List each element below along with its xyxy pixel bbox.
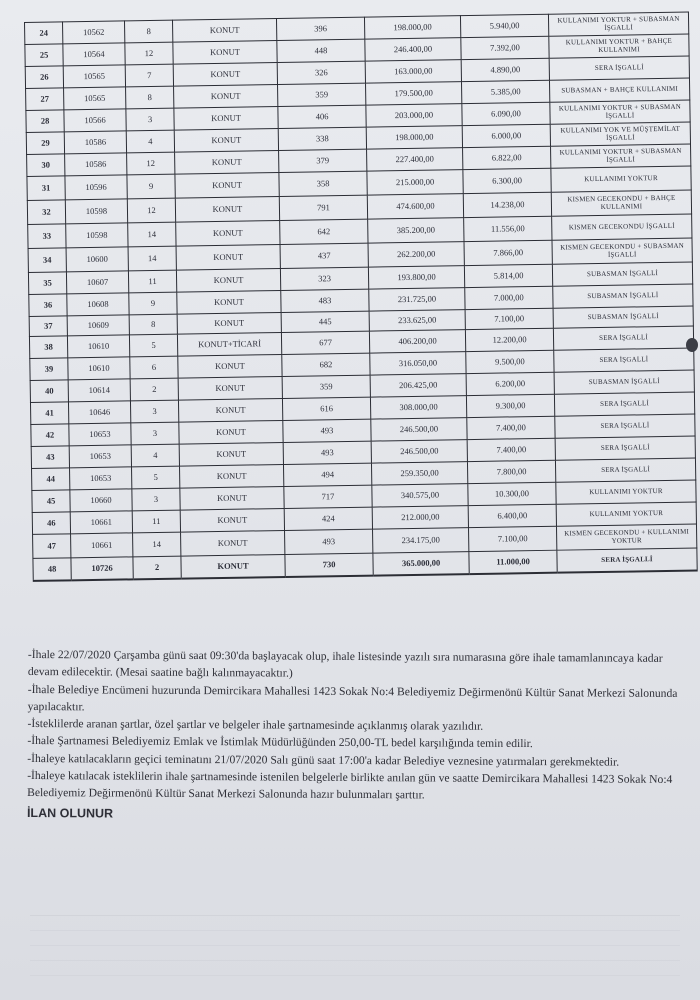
row-number-cell: 40	[30, 380, 68, 403]
remark-cell: SERA İŞGALLİ	[555, 458, 695, 482]
estimated-value-cell: 233.625,00	[369, 310, 465, 332]
row-number-cell: 39	[30, 358, 68, 381]
parcel-number-cell: 9	[127, 174, 175, 199]
parcel-number-cell: 11	[132, 510, 180, 533]
area-cell: 326	[277, 61, 365, 84]
block-number-cell: 10598	[65, 199, 127, 224]
block-number-cell: 10660	[70, 489, 132, 512]
area-cell: 358	[279, 171, 367, 196]
parcel-number-cell: 12	[127, 152, 175, 175]
row-number-cell: 27	[26, 88, 64, 111]
row-number-cell: 41	[30, 402, 68, 425]
deposit-cell: 11.000,00	[469, 550, 557, 573]
parcel-number-cell: 8	[124, 20, 172, 43]
row-number-cell: 33	[28, 224, 66, 249]
parcel-number-cell: 11	[128, 270, 176, 293]
remark-cell: SUBASMAN İŞGALLİ	[554, 370, 694, 394]
deposit-cell: 5.814,00	[464, 264, 552, 287]
deposit-cell: 4.890,00	[461, 58, 549, 81]
deposit-cell: 7.100,00	[468, 526, 556, 551]
note-paragraph: -İhale Şartnamesi Belediyemiz Emlak ve İstimlak Müdürlüğünden 250,00-TL bedel karşılığında temin edilir.	[27, 734, 533, 751]
area-cell: 682	[282, 353, 370, 376]
property-type-cell: KONUT	[174, 107, 278, 131]
remark-cell: KULLANIMI YOKTUR + SUBASMAN İŞGALLİ	[551, 144, 691, 168]
remark-cell: SERA İŞGALLİ	[554, 392, 694, 416]
estimated-value-cell: 385.200,00	[368, 218, 464, 244]
property-type-cell: KONUT	[175, 197, 279, 223]
deposit-cell: 7.400,00	[467, 416, 555, 439]
remark-cell: KULLANIMI YOKTUR + BAHÇE KULLANIMI	[549, 34, 689, 58]
block-number-cell: 10608	[67, 293, 129, 316]
area-cell: 406	[278, 105, 366, 128]
block-number-cell: 10566	[64, 109, 126, 132]
parcel-table-body	[25, 12, 698, 580]
remark-cell: SUBASMAN İŞGALLİ	[553, 284, 693, 308]
deposit-cell: 12.200,00	[465, 328, 553, 351]
property-type-cell: KONUT+TİCARİ	[177, 332, 281, 356]
block-number-cell: 10565	[64, 87, 126, 110]
parcel-number-cell: 14	[128, 246, 176, 271]
area-cell: 493	[283, 419, 371, 442]
parcel-number-cell: 5	[132, 466, 180, 489]
property-type-cell: KONUT	[181, 554, 285, 578]
parcel-number-cell: 8	[129, 314, 177, 335]
area-cell: 359	[278, 83, 366, 106]
property-type-cell: KONUT	[177, 312, 281, 334]
remark-cell: KISMEN GECEKONDU + BAHÇE KULLANIMI	[551, 190, 691, 216]
property-type-cell: KONUT	[179, 420, 283, 444]
block-number-cell: 10609	[67, 315, 129, 336]
property-type-cell: KONUT	[174, 85, 278, 109]
property-type-cell: KONUT	[173, 41, 277, 65]
area-cell: 717	[284, 485, 372, 508]
note-paragraph: -İhaleye katılacak isteklilerin ihale şartnamesinde istenilen belgelerle birlikte anılan gün ve saatte Demircikara Mahallesi 1423 Sokak No:4 Belediyemiz Değirmenönü Kültür Sanat Merkezi Salonunda hazır bulunmaları şarttır.	[27, 769, 673, 802]
deposit-cell: 7.100,00	[465, 308, 553, 329]
deposit-cell: 6.090,00	[462, 102, 550, 125]
deposit-cell: 6.300,00	[463, 168, 551, 193]
parcel-number-cell: 3	[130, 400, 178, 423]
property-type-cell: KONUT	[179, 442, 283, 466]
block-number-cell: 10607	[66, 271, 128, 294]
parcel-number-cell: 6	[130, 356, 178, 379]
block-number-cell: 10653	[70, 467, 132, 490]
block-number-cell: 10653	[69, 423, 131, 446]
property-type-cell: KONUT	[173, 63, 277, 87]
property-type-cell: KONUT	[176, 269, 280, 293]
block-number-cell: 10565	[63, 65, 125, 88]
row-number-cell: 37	[29, 316, 67, 337]
property-type-cell: KONUT	[175, 173, 279, 199]
estimated-value-cell: 163.000,00	[365, 60, 461, 84]
row-number-cell: 47	[33, 534, 71, 559]
area-cell: 483	[281, 289, 369, 312]
row-number-cell: 44	[32, 468, 70, 491]
block-number-cell: 10653	[69, 445, 131, 468]
remark-cell: SERA İŞGALLİ	[557, 548, 697, 572]
deposit-cell: 5.385,00	[461, 80, 549, 103]
remark-cell: SUBASMAN İŞGALLİ	[553, 306, 693, 328]
estimated-value-cell: 215.000,00	[367, 170, 463, 196]
parcel-number-cell: 2	[130, 378, 178, 401]
block-number-cell: 10614	[68, 379, 130, 402]
property-type-cell: KONUT	[178, 354, 282, 378]
remark-cell: SERA İŞGALLİ	[555, 436, 695, 460]
note-paragraph: -İhaleye katılacakların geçici teminatını 21/07/2020 Salı günü saat 17:00'a kadar Belediye veznesine yatırmaları gerekmektedir.	[27, 751, 620, 769]
area-cell: 359	[282, 375, 370, 398]
estimated-value-cell: 246.500,00	[371, 418, 467, 442]
property-type-cell: KONUT	[178, 376, 282, 400]
row-number-cell: 45	[32, 490, 70, 513]
property-type-cell: KONUT	[180, 508, 284, 532]
estimated-value-cell: 316.050,00	[370, 352, 466, 376]
property-type-cell: KONUT	[181, 530, 285, 556]
block-number-cell: 10564	[63, 43, 125, 66]
estimated-value-cell: 231.725,00	[369, 288, 465, 312]
remark-cell: KISMEN GECEKONDU + KULLANIMI YOKTUR	[556, 524, 696, 550]
estimated-value-cell: 198.000,00	[364, 16, 460, 40]
block-number-cell: 10600	[66, 247, 128, 272]
parcel-number-cell: 14	[128, 222, 176, 247]
row-number-cell: 24	[25, 22, 63, 45]
remark-cell: SERA İŞGALLİ	[555, 414, 695, 438]
deposit-cell: 7.000,00	[465, 286, 553, 309]
estimated-value-cell: 198.000,00	[366, 126, 462, 150]
deposit-cell: 7.392,00	[461, 36, 549, 59]
block-number-cell: 10562	[63, 21, 125, 44]
parcel-number-cell: 7	[125, 64, 173, 87]
remark-cell: KULLANIMI YOKTUR	[556, 502, 696, 526]
parcel-table	[24, 12, 698, 582]
deposit-cell: 6.000,00	[462, 124, 550, 147]
remark-cell: KULLANIMI YOKTUR + SUBASMAN İŞGALLİ	[550, 100, 690, 124]
area-cell: 730	[285, 553, 373, 576]
property-type-cell: KONUT	[177, 291, 281, 315]
row-number-cell: 31	[27, 176, 65, 201]
remark-cell: KULLANIMI YOK VE MÜŞTEMİLAT İŞGALLİ	[550, 122, 690, 146]
deposit-cell: 6.200,00	[466, 372, 554, 395]
parcel-number-cell: 14	[133, 532, 181, 557]
parcel-number-cell: 4	[131, 444, 179, 467]
area-cell: 448	[277, 39, 365, 62]
block-number-cell: 10598	[66, 223, 128, 248]
parcel-number-cell: 5	[129, 334, 177, 357]
block-number-cell: 10661	[71, 533, 133, 558]
property-type-cell: KONUT	[175, 151, 279, 175]
note-paragraph: -İhale Belediye Encümeni huzurunda Demircikara Mahallesi 1423 Sokak No:4 Belediyemiz Değirmenönü Kültür Sanat Merkezi Salonunda yapılacaktır.	[27, 682, 678, 714]
area-cell: 437	[280, 243, 368, 268]
row-number-cell: 26	[25, 66, 63, 89]
block-number-cell: 10596	[65, 175, 127, 200]
block-number-cell: 10661	[70, 511, 132, 534]
property-type-cell: KONUT	[178, 398, 282, 422]
parcel-number-cell: 3	[131, 422, 179, 445]
block-number-cell: 10610	[68, 357, 130, 380]
row-number-cell: 48	[33, 558, 71, 581]
deposit-cell: 7.866,00	[464, 240, 552, 265]
notice-text	[27, 646, 684, 826]
estimated-value-cell: 262.200,00	[368, 242, 464, 268]
deposit-cell: 5.940,00	[460, 14, 548, 37]
estimated-value-cell: 227.400,00	[367, 148, 463, 172]
estimated-value-cell: 179.500,00	[366, 82, 462, 106]
parcel-number-cell: 4	[126, 130, 174, 153]
row-number-cell: 29	[26, 132, 64, 155]
deposit-cell: 6.400,00	[468, 504, 556, 527]
remark-cell: KULLANIMI YOKTUR	[551, 166, 691, 192]
block-number-cell: 10586	[65, 153, 127, 176]
parcel-table-wrapper	[24, 12, 697, 582]
deposit-cell: 9.500,00	[466, 350, 554, 373]
remark-cell: SERA İŞGALLİ	[554, 348, 694, 372]
remark-cell: SERA İŞGALLİ	[549, 56, 689, 80]
row-number-cell: 34	[28, 248, 66, 273]
remark-cell: KISMEN GECEKONDU İŞGALLİ	[552, 214, 692, 240]
area-cell: 642	[280, 219, 368, 244]
property-type-cell: KONUT	[174, 129, 278, 153]
remark-cell: SUBASMAN + BAHÇE KULLANIMI	[549, 78, 689, 102]
bleed-through-area	[30, 915, 680, 986]
deposit-cell: 6.822,00	[463, 146, 551, 169]
parcel-number-cell: 12	[127, 198, 175, 223]
area-cell: 616	[282, 397, 370, 420]
parcel-number-cell: 3	[132, 488, 180, 511]
row-number-cell: 38	[29, 336, 67, 359]
estimated-value-cell: 406.200,00	[369, 330, 465, 354]
row-number-cell: 46	[32, 512, 70, 535]
estimated-value-cell: 259.350,00	[371, 462, 467, 486]
row-number-cell: 30	[27, 154, 65, 177]
deposit-cell: 10.300,00	[468, 482, 556, 505]
row-number-cell: 25	[25, 44, 63, 67]
row-number-cell: 36	[29, 294, 67, 317]
block-number-cell: 10646	[68, 401, 130, 424]
parcel-number-cell: 9	[129, 292, 177, 315]
block-number-cell: 10726	[71, 557, 133, 580]
binder-hole	[686, 338, 698, 352]
row-number-cell: 42	[31, 424, 69, 447]
closing-statement: İLAN OLUNUR	[26, 805, 114, 821]
remark-cell: SERA İŞGALLİ	[553, 326, 693, 350]
area-cell: 338	[278, 127, 366, 150]
area-cell: 493	[285, 529, 373, 554]
property-type-cell: KONUT	[176, 221, 280, 247]
estimated-value-cell: 212.000,00	[372, 506, 468, 530]
deposit-cell: 7.800,00	[467, 460, 555, 483]
deposit-cell: 7.400,00	[467, 438, 555, 461]
parcel-number-cell: 8	[126, 86, 174, 109]
row-number-cell: 32	[27, 200, 65, 225]
remark-cell: KULLANIMI YOKTUR + SUBASMAN İŞGALLİ	[548, 12, 688, 36]
parcel-number-cell: 12	[125, 42, 173, 65]
property-type-cell: KONUT	[176, 245, 280, 271]
property-type-cell: KONUT	[179, 464, 283, 488]
area-cell: 445	[281, 311, 369, 332]
area-cell: 323	[280, 267, 368, 290]
property-type-cell: KONUT	[172, 19, 276, 43]
deposit-cell: 14.238,00	[463, 192, 551, 217]
remark-cell: SUBASMAN İŞGALLİ	[552, 262, 692, 286]
block-number-cell: 10610	[67, 335, 129, 358]
estimated-value-cell: 365.000,00	[373, 552, 469, 576]
note-paragraph: -İhale 22/07/2020 Çarşamba günü saat 09:30'da başlayacak olup, ihale listesinde yazılı sıra numarasına göre ihale tamamlanıncaya kadar devam edilecektir. (Mesai saatine bağlı kalınmayacaktır.)	[27, 647, 663, 680]
parcel-number-cell: 2	[133, 556, 181, 579]
estimated-value-cell: 234.175,00	[373, 528, 469, 554]
remark-cell: KISMEN GECEKONDU + SUBASMAN İŞGALLİ	[552, 238, 692, 264]
row-number-cell: 35	[28, 272, 66, 295]
area-cell: 424	[284, 507, 372, 530]
estimated-value-cell: 246.500,00	[371, 440, 467, 464]
estimated-value-cell: 340.575,00	[372, 484, 468, 508]
area-cell: 791	[279, 195, 367, 220]
property-type-cell: KONUT	[180, 486, 284, 510]
estimated-value-cell: 203.000,00	[366, 104, 462, 128]
row-number-cell: 28	[26, 110, 64, 133]
note-paragraph: -İsteklilerde aranan şartlar, özel şartlar ve belgeler ihale şartnamesinde açıklanmış olarak yazılıdır.	[27, 717, 484, 733]
area-cell: 493	[283, 441, 371, 464]
area-cell: 396	[276, 17, 364, 40]
deposit-cell: 11.556,00	[464, 216, 552, 241]
estimated-value-cell: 246.400,00	[365, 38, 461, 62]
area-cell: 494	[283, 463, 371, 486]
estimated-value-cell: 193.800,00	[368, 266, 464, 290]
area-cell: 677	[281, 331, 369, 354]
deposit-cell: 9.300,00	[466, 394, 554, 417]
estimated-value-cell: 474.600,00	[367, 194, 463, 220]
area-cell: 379	[279, 149, 367, 172]
parcel-number-cell: 3	[126, 108, 174, 131]
block-number-cell: 10586	[64, 131, 126, 154]
estimated-value-cell: 308.000,00	[370, 396, 466, 420]
estimated-value-cell: 206.425,00	[370, 374, 466, 398]
row-number-cell: 43	[31, 446, 69, 469]
remark-cell: KULLANIMI YOKTUR	[556, 480, 696, 504]
